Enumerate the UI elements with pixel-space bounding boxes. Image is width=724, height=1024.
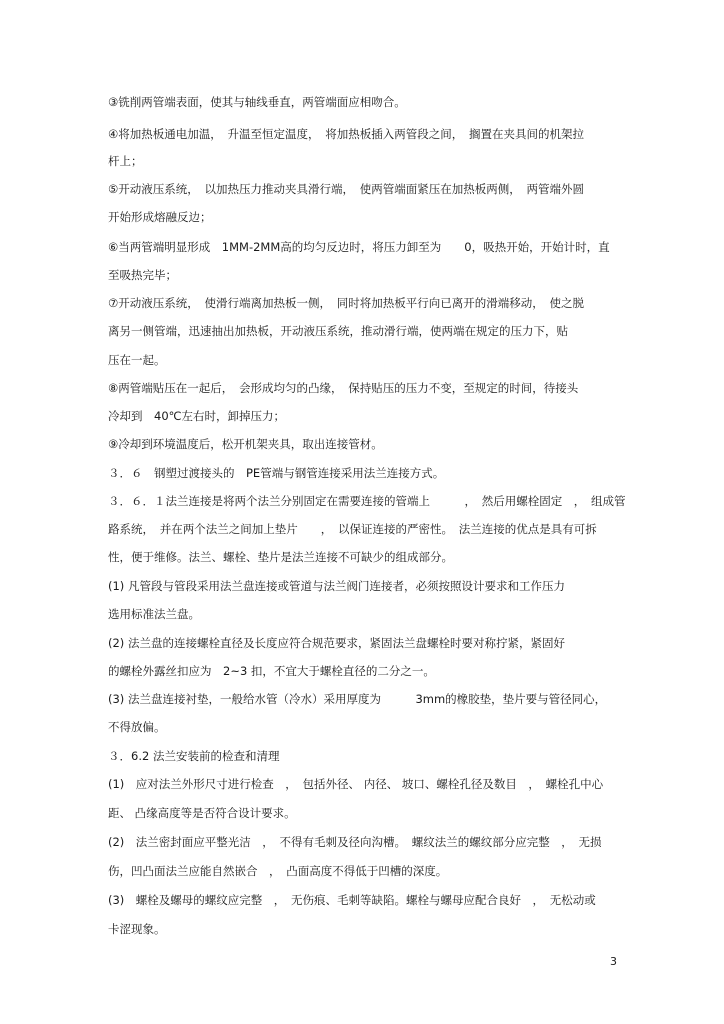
text-line: ⑨冷却到环境温度后，松开机架夹具，取出连接管材。 bbox=[108, 437, 383, 451]
text-line: 不得放偏。 bbox=[108, 720, 166, 734]
text-line: (2) 法兰密封面应平整光洁 ， 不得有毛刺及径向沟槽。 螺纹法兰的螺纹部分应完整 ， 无损 bbox=[108, 835, 602, 849]
text-line: 开始形成熔融反边； bbox=[108, 210, 212, 224]
text-line: 冷却到 40℃左右时，卸掉压力； bbox=[108, 409, 286, 423]
text-line: (2) 法兰盘的连接螺栓直径及长度应符合规范要求，紧固法兰盘螺栓时要对称拧紧，紧固好 bbox=[108, 636, 565, 650]
text-line: 卡涩现象。 bbox=[108, 922, 166, 936]
text-line: 至吸热完毕； bbox=[108, 268, 177, 282]
text-line: (3) 螺栓及螺母的螺纹应完整 ， 无伤痕、毛刺等缺陷。螺栓与螺母应配合良好 ， 无松动或 bbox=[108, 893, 596, 907]
text-line: 距、 凸缘高度等是否符合设计要求。 bbox=[108, 806, 296, 820]
text-line: ⑤开动液压系统， 以加热压力推动夹具滑行端， 使两管端面紧压在加热板两侧， 两管端外圆 bbox=[108, 182, 585, 196]
text-line: ④将加热板通电加温， 升温至恒定温度， 将加热板插入两管段之间， 搁置在夹具间的机架拉 bbox=[108, 127, 585, 141]
section-heading: ３．６ 钢塑过渡接头的 PE管端与钢管连接采用法兰连接方式。 bbox=[108, 466, 445, 480]
text-line: (1) 凡管段与管段采用法兰盘连接或管道与法兰阀门连接者，必须按照设计要求和工作压力 bbox=[108, 579, 565, 593]
page-number: 3 bbox=[610, 955, 617, 968]
text-line: 离另一侧管端，迅速抽出加热板，开动液压系统，推动滑行端，使两端在规定的压力下，贴 bbox=[108, 324, 568, 338]
text-line: ⑧两管端贴压在一起后， 会形成均匀的凸缘， 保持贴压的压力不变，至规定的时间，待接头 bbox=[108, 381, 579, 395]
text-line: (3) 法兰盘连接衬垫，一般给水管（冷水）采用厚度为 3mm的橡胶垫，垫片要与管径同心， bbox=[108, 692, 607, 706]
text-line: ⑦开动液压系统， 使滑行端离加热板一侧， 同时将加热板平行向已离开的滑端移动， 使之脱 bbox=[108, 296, 585, 310]
text-line: 的螺栓外露丝扣应为 2~3 扣，不宜大于螺栓直径的二分之一。 bbox=[108, 664, 435, 678]
text-line: 性，便于维修。法兰、螺栓、垫片是法兰连接不可缺少的组成部分。 bbox=[108, 550, 453, 564]
text-line: ⑥当两管端明显形成 1MM-2MM高的均匀反边时，将压力卸至为 0，吸热开始，开始计时，直 bbox=[108, 240, 610, 254]
text-line: (1) 应对法兰外形尺寸进行检查 ， 包括外径、 内径、 坡口、螺栓孔径及数目 ， 螺栓孔中心 bbox=[108, 777, 604, 791]
section-heading: ３．6.2 法兰安装前的检查和清理 bbox=[108, 749, 280, 763]
text-line: 选用标准法兰盘。 bbox=[108, 607, 200, 621]
text-line: ③铣削两管端表面，使其与轴线垂直，两管端面应相吻合。 bbox=[108, 95, 406, 109]
text-line: 伤，凹凸面法兰应能自然嵌合 ， 凸面高度不得低于凹槽的深度。 bbox=[108, 864, 448, 878]
text-line: 杆上； bbox=[108, 154, 143, 168]
text-line: ３．６．１法兰连接是将两个法兰分别固定在需要连接的管端上 ， 然后用螺栓固定 ， 组成管 bbox=[108, 494, 626, 508]
text-line: 压在一起。 bbox=[108, 353, 166, 367]
text-line: 路系统， 并在两个法兰之间加上垫片 ， 以保证连接的严密性。 法兰连接的优点是具有可拆 bbox=[108, 522, 597, 536]
